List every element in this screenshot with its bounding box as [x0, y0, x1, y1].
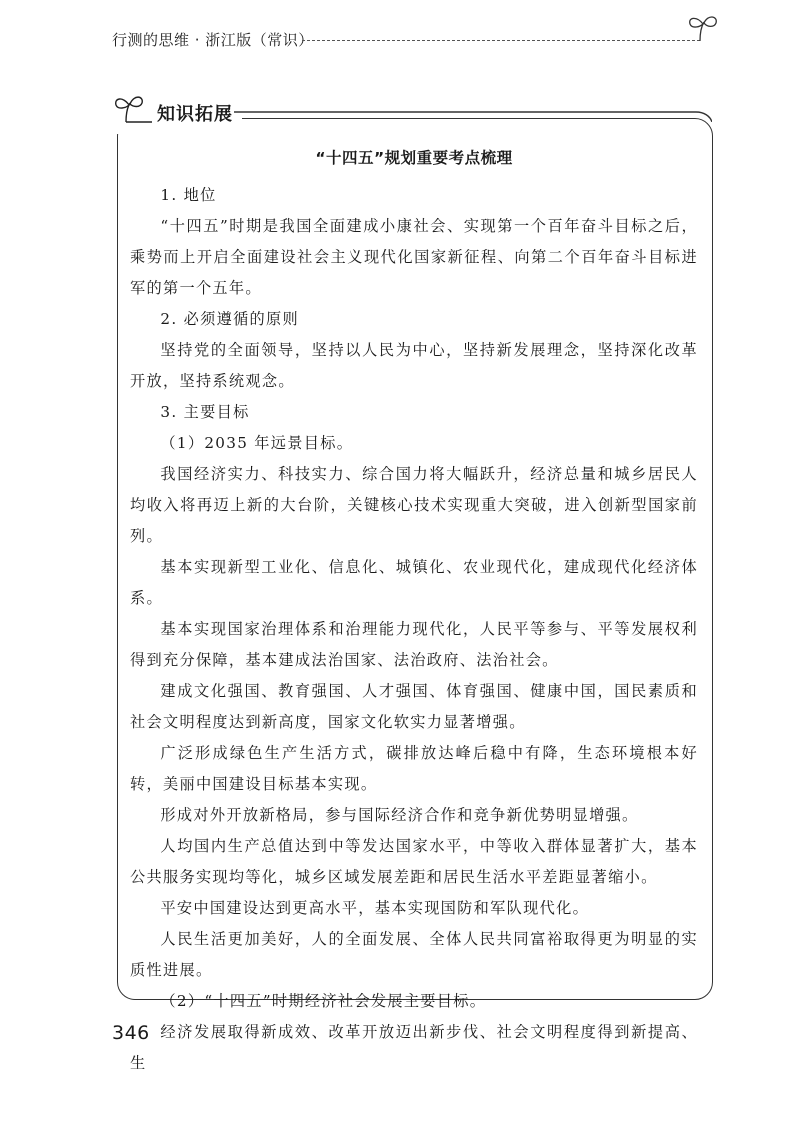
- subsection-label: （2）“十四五”时期经济社会发展主要目标。: [160, 992, 487, 1010]
- paragraph: 人均国内生产总值达到中等发达国家水平，中等收入群体显著扩大，基本公共服务实现均等化，城乡区域发展差距和居民生活水平差距显著缩小。: [130, 837, 698, 886]
- paragraph: 基本实现国家治理体系和治理能力现代化，人民平等参与、平等发展权利得到充分保障，基本建成法治国家、法治政府、法治社会。: [130, 620, 698, 669]
- running-header: [112, 25, 732, 61]
- sprout-icon: [112, 92, 156, 126]
- section-label-position: 1. 地位: [160, 186, 217, 204]
- box-content: [130, 146, 698, 1079]
- book-title: 行测的思维 · 浙江版（常识）: [112, 31, 314, 49]
- section-label-goals: 3. 主要目标: [160, 403, 250, 421]
- section-heading: [112, 92, 712, 132]
- paragraph: 形成对外开放新格局，参与国际经济合作和竞争新优势明显增强。: [160, 806, 639, 824]
- section-title: 知识拓展: [157, 104, 233, 125]
- paragraph: “十四五”时期是我国全面建成小康社会、实现第一个百年奋斗目标之后，乘势而上开启全面建设社会主义现代化国家新征程、向第二个百年奋斗目标进军的第一个五年。: [130, 217, 698, 297]
- page-number: 346: [112, 1022, 150, 1044]
- section-label-principles: 2. 必须遵循的原则: [160, 310, 300, 328]
- header-rule: [302, 40, 700, 41]
- paragraph: 广泛形成绿色生产生活方式，碳排放达峰后稳中有降，生态环境根本好转，美丽中国建设目标基本实现。: [130, 744, 698, 793]
- paragraph: 坚持党的全面领导，坚持以人民为中心，坚持新发展理念，坚持深化改革开放，坚持系统观念。: [130, 341, 698, 390]
- box-title: “十四五”规划重要考点梳理: [315, 149, 513, 167]
- paragraph: 建成文化强国、教育强国、人才强国、体育强国、健康中国，国民素质和社会文明程度达到新高度，国家文化软实力显著增强。: [130, 682, 698, 731]
- paragraph: 人民生活更加美好，人的全面发展、全体人民共同富裕取得更为明显的实质性进展。: [130, 930, 698, 979]
- section-rule: [234, 102, 712, 122]
- subsection-label: （1）2035 年远景目标。: [160, 434, 354, 452]
- paragraph: 经济发展取得新成效、改革开放迈出新步伐、社会文明程度得到新提高、生: [130, 1023, 698, 1072]
- paragraph: 基本实现新型工业化、信息化、城镇化、农业现代化，建成现代化经济体系。: [130, 558, 698, 607]
- paragraph: 平安中国建设达到更高水平，基本实现国防和军队现代化。: [160, 899, 590, 917]
- sprout-icon: [682, 13, 722, 43]
- paragraph: 我国经济实力、科技实力、综合国力将大幅跃升，经济总量和城乡居民人均收入将再迈上新的大台阶，关键核心技术实现重大突破，进入创新型国家前列。: [130, 465, 698, 545]
